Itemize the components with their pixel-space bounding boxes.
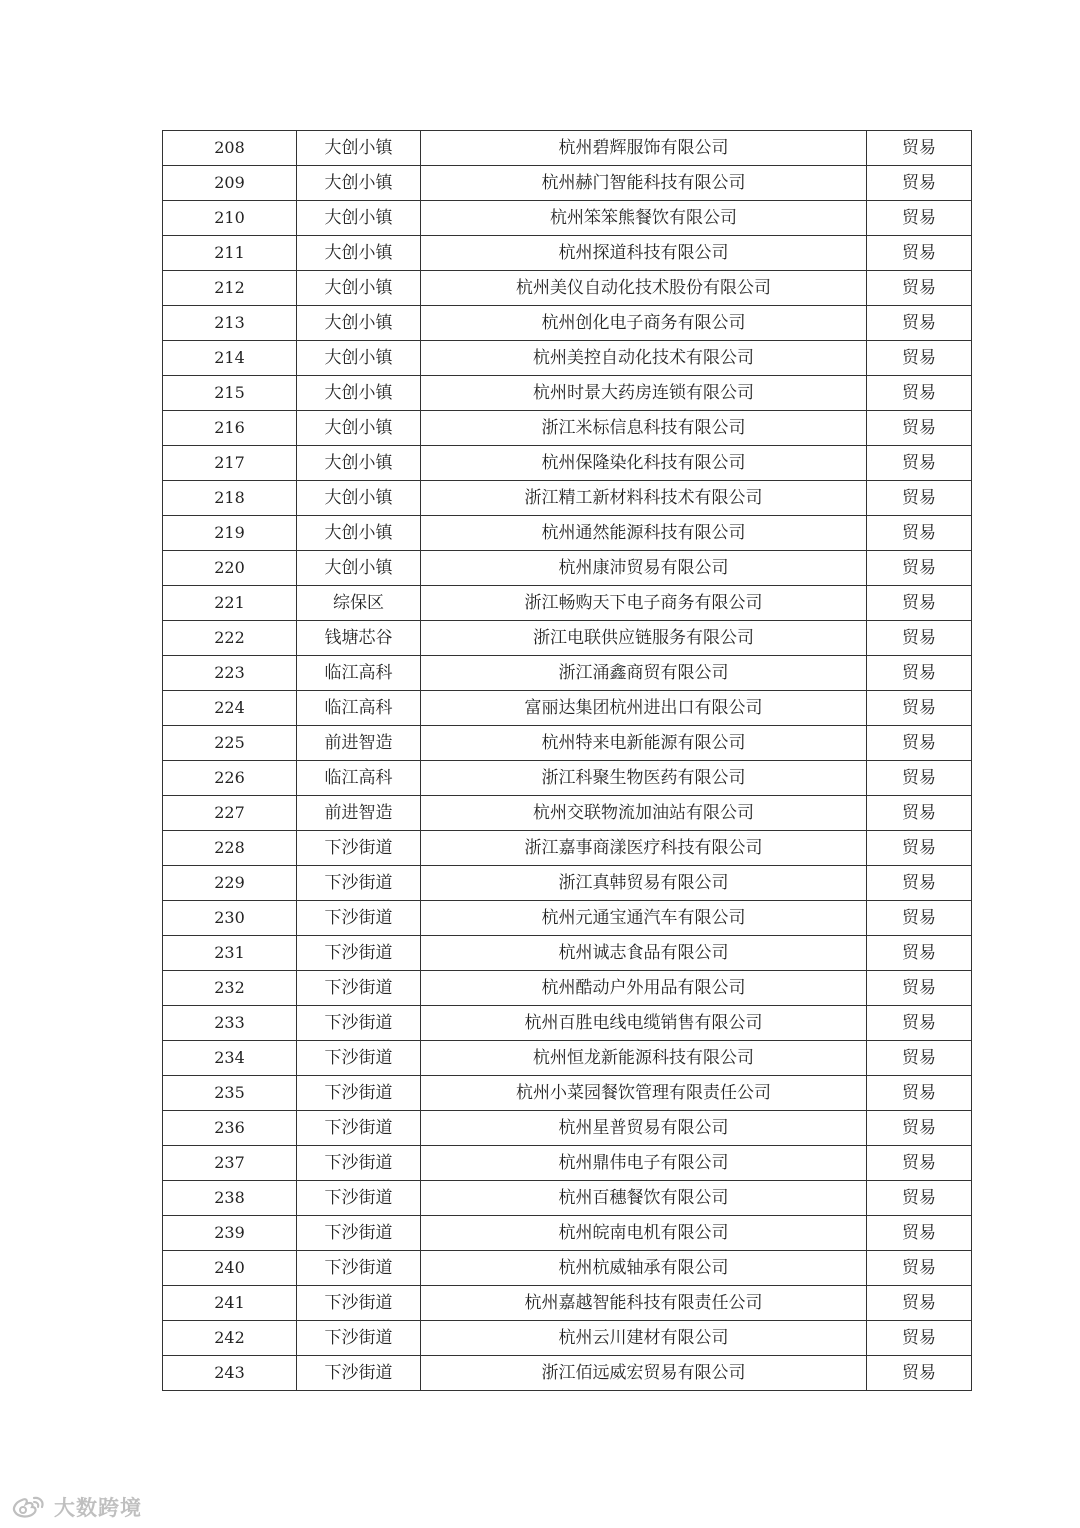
row-type: 贸易 <box>867 1041 972 1076</box>
row-area: 大创小镇 <box>297 411 421 446</box>
row-company: 杭州赫门智能科技有限公司 <box>421 166 867 201</box>
row-type: 贸易 <box>867 866 972 901</box>
row-area: 大创小镇 <box>297 551 421 586</box>
row-number: 225 <box>163 726 297 761</box>
row-number: 220 <box>163 551 297 586</box>
row-type: 贸易 <box>867 166 972 201</box>
row-company: 杭州嘉越智能科技有限责任公司 <box>421 1286 867 1321</box>
row-type: 贸易 <box>867 621 972 656</box>
table-row <box>163 796 972 831</box>
row-type: 贸易 <box>867 1321 972 1356</box>
row-area: 大创小镇 <box>297 341 421 376</box>
table-row <box>163 1321 972 1356</box>
row-company: 杭州小菜园餐饮管理有限责任公司 <box>421 1076 867 1111</box>
row-area: 大创小镇 <box>297 201 421 236</box>
watermark-text: 大数跨境 <box>54 1496 142 1520</box>
row-type: 贸易 <box>867 481 972 516</box>
row-type: 贸易 <box>867 936 972 971</box>
row-company: 杭州笨笨熊餐饮有限公司 <box>421 201 867 236</box>
row-area: 下沙街道 <box>297 1076 421 1111</box>
row-type: 贸易 <box>867 1146 972 1181</box>
table-row <box>163 621 972 656</box>
table-row <box>163 1006 972 1041</box>
row-company: 杭州云川建材有限公司 <box>421 1321 867 1356</box>
row-number: 238 <box>163 1181 297 1216</box>
table-row <box>163 971 972 1006</box>
table-row <box>163 131 972 166</box>
row-type: 贸易 <box>867 376 972 411</box>
row-type: 贸易 <box>867 586 972 621</box>
table-row <box>163 901 972 936</box>
row-number: 228 <box>163 831 297 866</box>
row-company: 浙江科聚生物医药有限公司 <box>421 761 867 796</box>
table-row <box>163 1356 972 1391</box>
row-area: 下沙街道 <box>297 1321 421 1356</box>
row-type: 贸易 <box>867 1006 972 1041</box>
row-type: 贸易 <box>867 446 972 481</box>
row-company: 杭州康沛贸易有限公司 <box>421 551 867 586</box>
row-type: 贸易 <box>867 691 972 726</box>
table-row <box>163 271 972 306</box>
row-area: 大创小镇 <box>297 271 421 306</box>
watermark <box>10 1492 142 1522</box>
row-type: 贸易 <box>867 1251 972 1286</box>
row-number: 231 <box>163 936 297 971</box>
row-company: 杭州美控自动化技术有限公司 <box>421 341 867 376</box>
row-area: 下沙街道 <box>297 866 421 901</box>
row-area: 大创小镇 <box>297 446 421 481</box>
table-row <box>163 446 972 481</box>
row-area: 下沙街道 <box>297 1251 421 1286</box>
table-row <box>163 761 972 796</box>
row-number: 241 <box>163 1286 297 1321</box>
table-row <box>163 1181 972 1216</box>
row-area: 大创小镇 <box>297 236 421 271</box>
row-number: 224 <box>163 691 297 726</box>
row-number: 233 <box>163 1006 297 1041</box>
row-company: 杭州时景大药房连锁有限公司 <box>421 376 867 411</box>
row-area: 大创小镇 <box>297 166 421 201</box>
row-company: 杭州百胜电线电缆销售有限公司 <box>421 1006 867 1041</box>
row-number: 210 <box>163 201 297 236</box>
row-number: 235 <box>163 1076 297 1111</box>
row-number: 232 <box>163 971 297 1006</box>
table-row <box>163 1041 972 1076</box>
row-company: 杭州美仪自动化技术股份有限公司 <box>421 271 867 306</box>
row-company: 杭州鼎伟电子有限公司 <box>421 1146 867 1181</box>
row-type: 贸易 <box>867 1181 972 1216</box>
row-number: 213 <box>163 306 297 341</box>
table-row <box>163 166 972 201</box>
row-number: 229 <box>163 866 297 901</box>
row-type: 贸易 <box>867 271 972 306</box>
table-row <box>163 551 972 586</box>
row-area: 临江高科 <box>297 656 421 691</box>
table-row <box>163 1216 972 1251</box>
row-company: 富丽达集团杭州进出口有限公司 <box>421 691 867 726</box>
row-number: 219 <box>163 516 297 551</box>
row-type: 贸易 <box>867 796 972 831</box>
row-type: 贸易 <box>867 236 972 271</box>
row-number: 239 <box>163 1216 297 1251</box>
row-area: 大创小镇 <box>297 131 421 166</box>
row-area: 临江高科 <box>297 691 421 726</box>
row-type: 贸易 <box>867 726 972 761</box>
company-list-table <box>162 130 972 1391</box>
row-number: 208 <box>163 131 297 166</box>
row-area: 前进智造 <box>297 796 421 831</box>
row-number: 215 <box>163 376 297 411</box>
row-area: 临江高科 <box>297 761 421 796</box>
row-area: 大创小镇 <box>297 481 421 516</box>
row-type: 贸易 <box>867 1216 972 1251</box>
row-type: 贸易 <box>867 201 972 236</box>
row-area: 大创小镇 <box>297 376 421 411</box>
row-type: 贸易 <box>867 1111 972 1146</box>
table-row <box>163 726 972 761</box>
row-type: 贸易 <box>867 1356 972 1391</box>
row-type: 贸易 <box>867 551 972 586</box>
row-company: 浙江米标信息科技有限公司 <box>421 411 867 446</box>
row-type: 贸易 <box>867 341 972 376</box>
row-area: 钱塘芯谷 <box>297 621 421 656</box>
row-type: 贸易 <box>867 901 972 936</box>
row-company: 杭州酷动户外用品有限公司 <box>421 971 867 1006</box>
row-area: 下沙街道 <box>297 1041 421 1076</box>
row-area: 下沙街道 <box>297 1006 421 1041</box>
row-number: 221 <box>163 586 297 621</box>
row-type: 贸易 <box>867 656 972 691</box>
row-type: 贸易 <box>867 516 972 551</box>
row-company: 浙江涌鑫商贸有限公司 <box>421 656 867 691</box>
row-area: 下沙街道 <box>297 1216 421 1251</box>
row-company: 杭州保隆染化科技有限公司 <box>421 446 867 481</box>
row-number: 212 <box>163 271 297 306</box>
table-row <box>163 586 972 621</box>
weibo-icon <box>10 1494 48 1520</box>
row-type: 贸易 <box>867 306 972 341</box>
row-company: 杭州交联物流加油站有限公司 <box>421 796 867 831</box>
table-row <box>163 831 972 866</box>
row-number: 236 <box>163 1111 297 1146</box>
table-row <box>163 411 972 446</box>
row-area: 综保区 <box>297 586 421 621</box>
row-company: 浙江佰远威宏贸易有限公司 <box>421 1356 867 1391</box>
row-company: 浙江畅购天下电子商务有限公司 <box>421 586 867 621</box>
row-type: 贸易 <box>867 1286 972 1321</box>
row-area: 大创小镇 <box>297 306 421 341</box>
row-company: 浙江电联供应链服务有限公司 <box>421 621 867 656</box>
row-company: 杭州元通宝通汽车有限公司 <box>421 901 867 936</box>
table-row <box>163 1146 972 1181</box>
row-number: 242 <box>163 1321 297 1356</box>
row-company: 杭州创化电子商务有限公司 <box>421 306 867 341</box>
table-row <box>163 936 972 971</box>
row-company: 杭州杭威轴承有限公司 <box>421 1251 867 1286</box>
table-row <box>163 516 972 551</box>
table-row <box>163 481 972 516</box>
row-number: 214 <box>163 341 297 376</box>
row-area: 下沙街道 <box>297 936 421 971</box>
row-company: 浙江真韩贸易有限公司 <box>421 866 867 901</box>
row-number: 211 <box>163 236 297 271</box>
row-area: 下沙街道 <box>297 1181 421 1216</box>
row-area: 下沙街道 <box>297 1286 421 1321</box>
row-type: 贸易 <box>867 761 972 796</box>
row-type: 贸易 <box>867 131 972 166</box>
table-row <box>163 236 972 271</box>
table-row <box>163 306 972 341</box>
table-row <box>163 341 972 376</box>
row-company: 浙江嘉事商漾医疗科技有限公司 <box>421 831 867 866</box>
row-type: 贸易 <box>867 831 972 866</box>
table-row <box>163 656 972 691</box>
table-row <box>163 1111 972 1146</box>
row-area: 大创小镇 <box>297 516 421 551</box>
row-company: 杭州恒龙新能源科技有限公司 <box>421 1041 867 1076</box>
row-area: 下沙街道 <box>297 1146 421 1181</box>
row-number: 226 <box>163 761 297 796</box>
table-row <box>163 1076 972 1111</box>
row-company: 杭州诚志食品有限公司 <box>421 936 867 971</box>
row-number: 209 <box>163 166 297 201</box>
table-row <box>163 376 972 411</box>
row-number: 237 <box>163 1146 297 1181</box>
row-number: 227 <box>163 796 297 831</box>
row-type: 贸易 <box>867 411 972 446</box>
row-company: 杭州皖南电机有限公司 <box>421 1216 867 1251</box>
row-company: 杭州碧辉服饰有限公司 <box>421 131 867 166</box>
row-number: 240 <box>163 1251 297 1286</box>
row-number: 230 <box>163 901 297 936</box>
row-area: 下沙街道 <box>297 1111 421 1146</box>
row-company: 杭州特来电新能源有限公司 <box>421 726 867 761</box>
table-row <box>163 866 972 901</box>
row-area: 下沙街道 <box>297 831 421 866</box>
table-row <box>163 1286 972 1321</box>
row-company: 杭州百穗餐饮有限公司 <box>421 1181 867 1216</box>
row-number: 243 <box>163 1356 297 1391</box>
row-company: 杭州通然能源科技有限公司 <box>421 516 867 551</box>
row-number: 234 <box>163 1041 297 1076</box>
row-company: 浙江精工新材料科技术有限公司 <box>421 481 867 516</box>
row-company: 杭州探道科技有限公司 <box>421 236 867 271</box>
row-number: 223 <box>163 656 297 691</box>
row-number: 217 <box>163 446 297 481</box>
row-number: 216 <box>163 411 297 446</box>
row-number: 222 <box>163 621 297 656</box>
table-row <box>163 201 972 236</box>
row-area: 下沙街道 <box>297 971 421 1006</box>
row-area: 前进智造 <box>297 726 421 761</box>
table-row <box>163 1251 972 1286</box>
row-number: 218 <box>163 481 297 516</box>
row-area: 下沙街道 <box>297 1356 421 1391</box>
row-area: 下沙街道 <box>297 901 421 936</box>
row-type: 贸易 <box>867 1076 972 1111</box>
row-company: 杭州星普贸易有限公司 <box>421 1111 867 1146</box>
row-type: 贸易 <box>867 971 972 1006</box>
table-body <box>163 131 972 1391</box>
table-row <box>163 691 972 726</box>
